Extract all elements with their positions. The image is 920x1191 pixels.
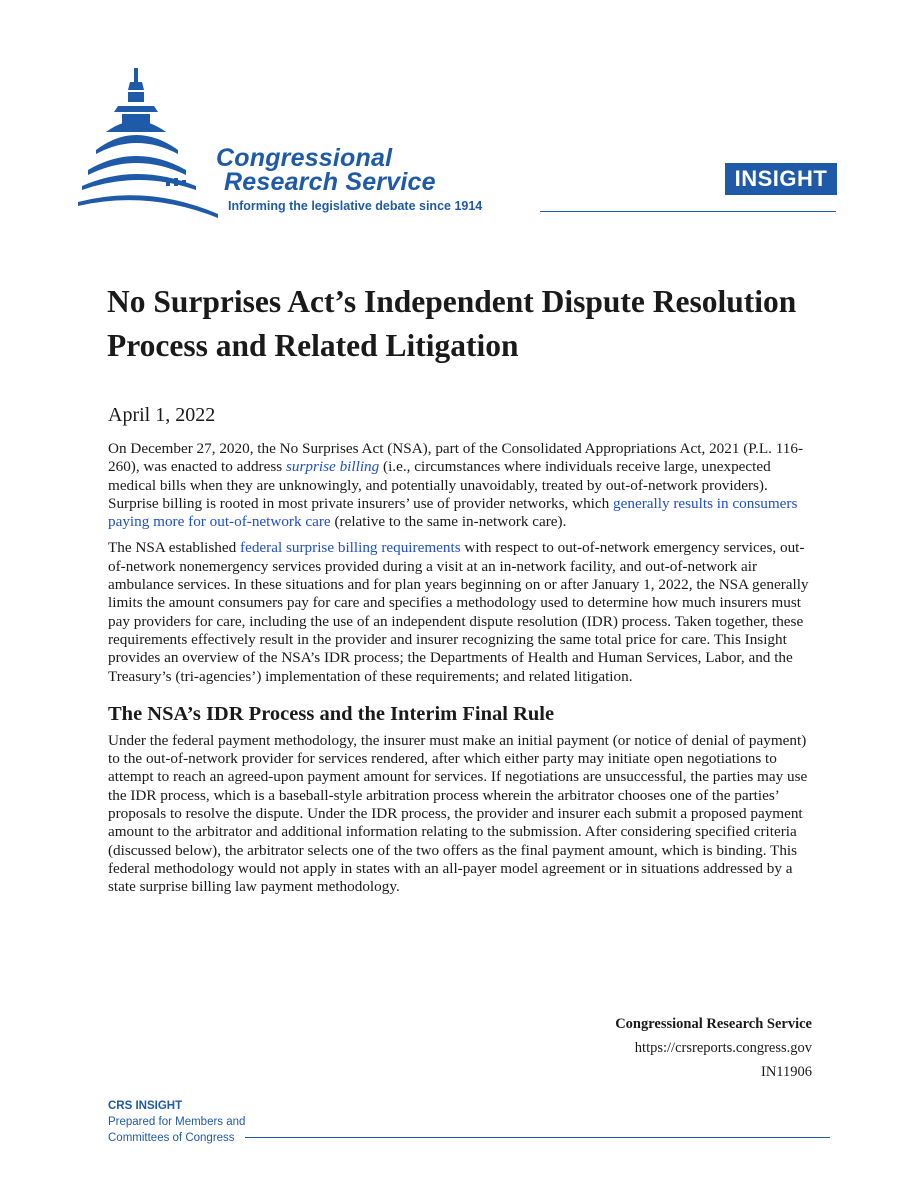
- footer-report-id: IN11906: [760, 1064, 812, 1080]
- footer-crs-insight: [108, 1098, 245, 1146]
- crs-logo: [78, 66, 538, 226]
- paragraph-1: [108, 440, 813, 531]
- page-title: No Surprises Act’s Independent Dispute Resolution Process and Related Litigation: [107, 284, 797, 363]
- link-federal-surprise-billing-requirements[interactable]: federal surprise billing requirements: [240, 539, 461, 557]
- paragraph-3: Under the federal payment methodology, the insurer must make an initial payment (or notice of denial of payment) to the out-of-network provider for services rendered, after which either party may initiate open negotiations to attempt to reach an agreed-upon payment amount for services. If negotiations are unsuccessful, the parties may use the IDR process, which is a baseball-style arbitration process wherein the arbitrator chooses one of the parties’ proposals to resolve the dispute. Under the IDR process, the provider and insurer each submit a proposed payment amount to the arbitrator and additional information relating to the submission. After considering specified criteria (discussed below), the arbitrator selects one of the two offers as the final payment amount, which is binding. This federal methodology would not apply in states with an all-payer model agreement or in situations addressed by a state surprise billing law payment methodology.: [108, 731, 808, 896]
- section-heading: The NSA’s IDR Process and the Interim Final Rule: [108, 702, 555, 725]
- paragraph-2-text-a: The NSA established: [108, 539, 241, 557]
- header-divider: [540, 211, 836, 212]
- paragraph-2: [108, 539, 813, 685]
- paragraph-1-text-c: (relative to the same in-network care).: [330, 513, 567, 531]
- footer-line2: Committees of Congress: [108, 1132, 235, 1144]
- document-body: [108, 440, 813, 905]
- insight-badge: INSIGHT: [725, 163, 837, 195]
- paragraph-1-text-b: (i.e., circumstances where individuals receive large, unexpected medical bills when they are unknowingly, and potentially unavoidably, treated by out-of-network providers). Surprise billing is rooted in most private insurers’ use of provider networks, which: [108, 458, 771, 512]
- link-surprise-billing[interactable]: surprise billing: [285, 458, 380, 476]
- logo-tagline: Informing the legislative debate since 1914: [228, 199, 483, 213]
- paragraph-2-text-b: with respect to out-of-network emergency services, out-of-network nonemergency services provided during a visit at an in-network facility, and out-of-network air ambulance services. In these situations and for plan years beginning on or after January 1, 2022, the NSA generally limits the amount consumers pay for care and specifies a methodology used to determine how much insurers must pay providers for care, including the use of an independent dispute resolution (IDR) process. Taken together, these requirements effectively result in the provider and insurer recognizing the same total price for care. This Insight provides an overview of the NSA’s IDR process; the Departments of Health and Human Services, Labor, and the Treasury’s (tri-agencies’) implementation of these requirements; and related litigation.: [108, 539, 809, 685]
- footer-org: Congressional Research Service: [615, 1016, 812, 1032]
- logo-wordmark-line2: Research Service: [224, 168, 436, 196]
- paragraph-1-text-a: On December 27, 2020, the No Surprises Act (NSA), part of the Consolidated Appropriations Act, 2021 (P.L. 116-260), was enacted to address: [108, 440, 804, 476]
- footer-divider: [245, 1137, 830, 1138]
- footer-url[interactable]: https://crsreports.congress.gov: [634, 1040, 812, 1056]
- logo-wordmark-line1: Congressional: [216, 144, 393, 172]
- footer-citation: [615, 1012, 812, 1084]
- link-consumers-paying-more[interactable]: generally results in consumers paying more for out-of-network care: [108, 494, 798, 531]
- footer-line1: Prepared for Members and: [108, 1116, 246, 1128]
- publication-date: April 1, 2022: [108, 404, 216, 426]
- capitol-dome-icon: [78, 66, 228, 226]
- footer-label: CRS INSIGHT: [108, 1100, 183, 1112]
